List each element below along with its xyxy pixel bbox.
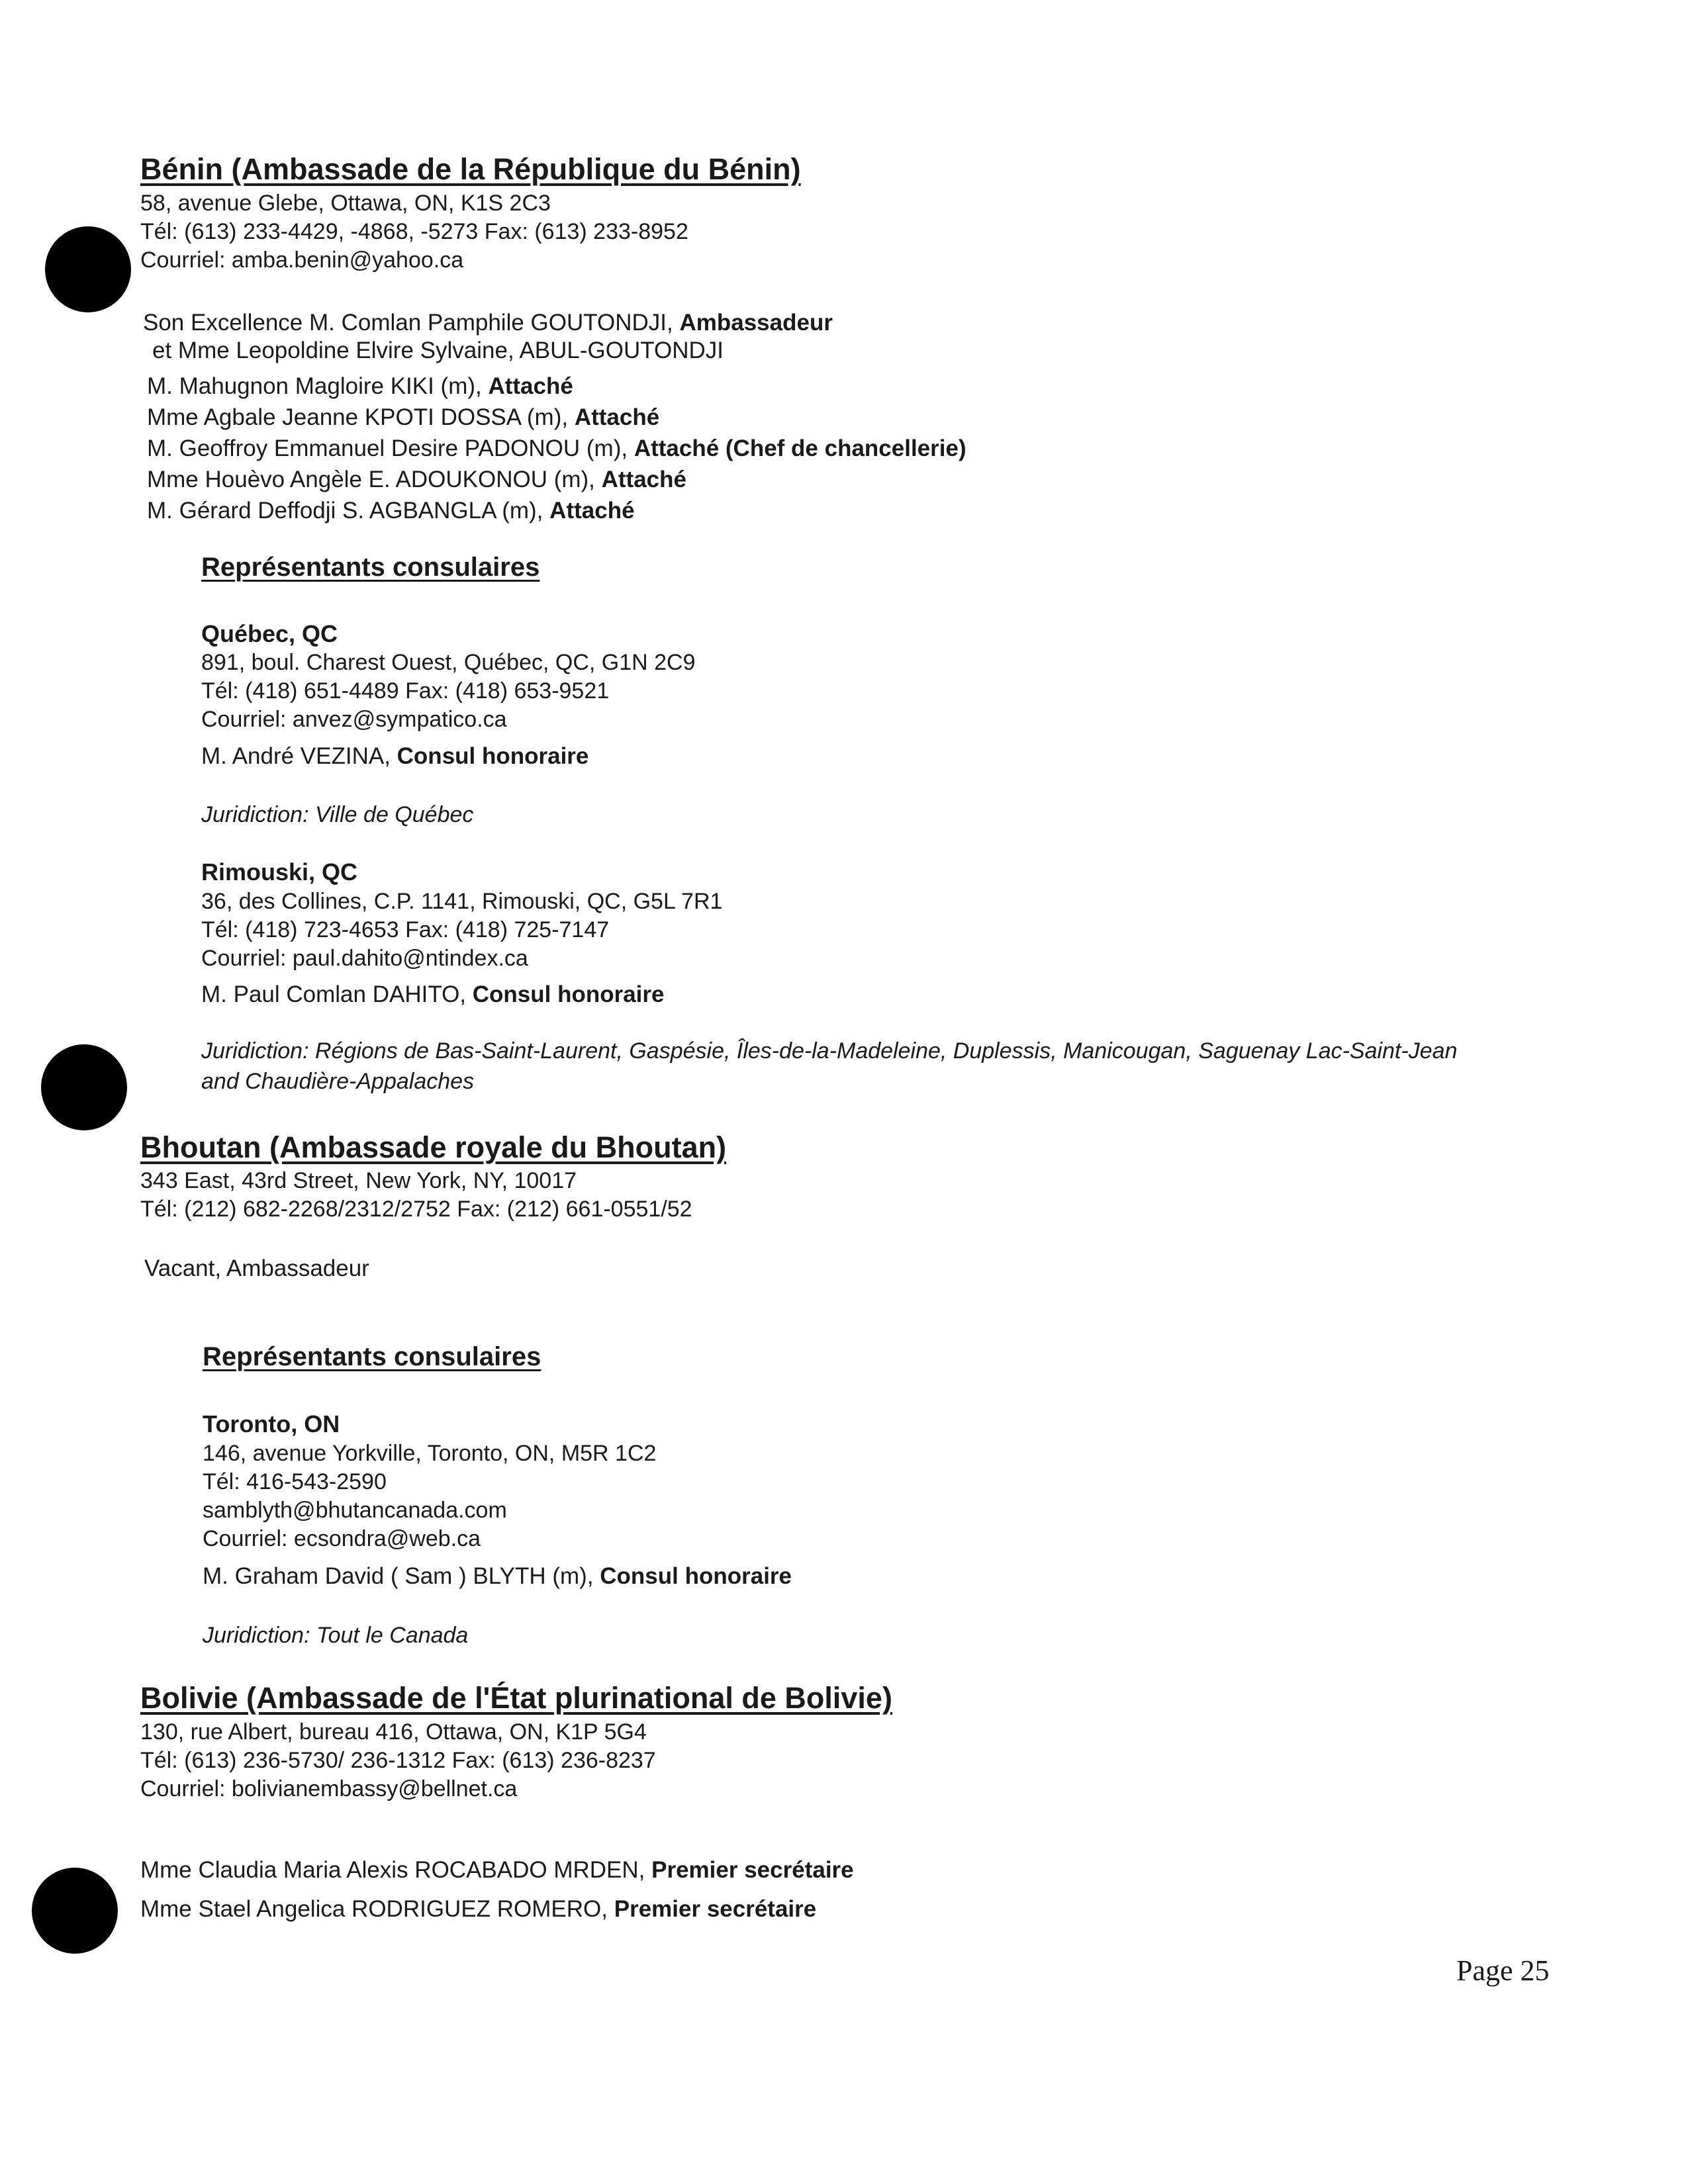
bhoutan-ambassador: Vacant, Ambassadeur <box>144 1255 369 1281</box>
bhoutan-consular-heading: Représentants consulaires <box>203 1342 541 1371</box>
rimouski-address <box>201 887 722 973</box>
quebec-email-line: Courriel: anvez@sympatico.ca <box>201 707 507 732</box>
punch-hole-middle <box>41 1044 127 1130</box>
bhoutan-address <box>140 1167 692 1224</box>
bolivie-address-line: 130, rue Albert, bureau 416, Ottawa, ON, K1P 5G4 <box>140 1719 647 1745</box>
quebec-address <box>201 649 696 734</box>
benin-address-line: 58, avenue Glebe, Ottawa, ON, K1S 2C3 <box>140 191 551 216</box>
bolivie-email-line: Courriel: bolivianembassy@bellnet.ca <box>140 1776 518 1801</box>
quebec-consul: M. André VEZINA, Consul honoraire <box>201 743 589 769</box>
quebec-phone-line: Tél: (418) 651-4489 Fax: (418) 653-9521 <box>201 678 610 704</box>
quebec-jurisdiction: Juridiction: Ville de Québec <box>201 802 474 827</box>
bhoutan-phone-line: Tél: (212) 682-2268/2312/2752 Fax: (212) 661-0551/52 <box>140 1197 692 1222</box>
bolivie-address <box>140 1718 656 1803</box>
benin-person-attache-1: M. Mahugnon Magloire KIKI (m), Attaché <box>147 373 573 399</box>
bolivie-person-2: Mme Stael Angelica RODRIGUEZ ROMERO, Premier secrétaire <box>140 1896 817 1922</box>
toronto-jurisdiction: Juridiction: Tout le Canada <box>203 1623 469 1648</box>
benin-person-attache-3: M. Geoffroy Emmanuel Desire PADONOU (m), Attaché (Chef de chancellerie) <box>147 435 966 461</box>
rimouski-email-line: Courriel: paul.dahito@ntindex.ca <box>201 946 528 971</box>
toronto-consul: M. Graham David ( Sam ) BLYTH (m), Consul honoraire <box>203 1563 792 1589</box>
punch-hole-top <box>45 226 131 312</box>
bhoutan-address-line: 343 East, 43rd Street, New York, NY, 10017 <box>140 1168 577 1193</box>
rimouski-phone-line: Tél: (418) 723-4653 Fax: (418) 725-7147 <box>201 917 610 942</box>
bolivie-phone-line: Tél: (613) 236-5730/ 236-1312 Fax: (613) 236-8237 <box>140 1748 656 1773</box>
toronto-address-line: 146, avenue Yorkville, Toronto, ON, M5R 1C2 <box>203 1441 657 1466</box>
benin-person-attache-4: Mme Houèvo Angèle E. ADOUKONOU (m), Attaché <box>147 467 686 492</box>
benin-heading: Bénin (Ambassade de la République du Bénin) <box>140 152 801 186</box>
rimouski-consul: M. Paul Comlan DAHITO, Consul honoraire <box>201 981 665 1007</box>
page-number: Page 25 <box>1456 1954 1550 1987</box>
benin-address <box>140 189 688 275</box>
quebec-city-heading: Québec, QC <box>201 620 338 647</box>
quebec-address-line: 891, boul. Charest Ouest, Québec, QC, G1N 2C9 <box>201 650 696 675</box>
toronto-address <box>203 1439 656 1553</box>
rimouski-address-line: 36, des Collines, C.P. 1141, Rimouski, QC, G5L 7R1 <box>201 889 723 914</box>
toronto-web-line: samblyth@bhutancanada.com <box>203 1498 507 1523</box>
bhoutan-heading: Bhoutan (Ambassade royale du Bhoutan) <box>140 1130 727 1164</box>
benin-email-line: Courriel: amba.benin@yahoo.ca <box>140 248 464 273</box>
bolivie-person-1: Mme Claudia Maria Alexis ROCABADO MRDEN, Premier secrétaire <box>140 1857 854 1883</box>
toronto-city-heading: Toronto, ON <box>203 1410 340 1437</box>
toronto-phone-line: Tél: 416-543-2590 <box>203 1469 387 1494</box>
benin-person-ambassador: Son Excellence M. Comlan Pamphile GOUTONDJI, Ambassadeur <box>143 310 833 336</box>
benin-person-attache-2: Mme Agbale Jeanne KPOTI DOSSA (m), Attaché <box>147 404 660 430</box>
benin-person-attache-5: M. Gérard Deffodji S. AGBANGLA (m), Attaché <box>147 498 635 523</box>
benin-person-spouse: et Mme Leopoldine Elvire Sylvaine, ABUL-GOUTONDJI <box>152 338 724 363</box>
punch-hole-bottom <box>32 1868 118 1954</box>
rimouski-jurisdiction: Juridiction: Régions de Bas-Saint-Laurent, Gaspésie, Îles-de-la-Madeleine, Duplessis, Manicougan, Saguenay Lac-Saint-Jean and Chaudière-Appalaches <box>201 1038 1458 1094</box>
toronto-email-line: Courriel: ecsondra@web.ca <box>203 1526 481 1551</box>
rimouski-city-heading: Rimouski, QC <box>201 858 358 886</box>
benin-phone-line: Tél: (613) 233-4429, -4868, -5273 Fax: (613) 233-8952 <box>140 219 688 244</box>
bolivie-heading: Bolivie (Ambassade de l'État plurinational de Bolivie) <box>140 1681 892 1715</box>
benin-consular-heading: Représentants consulaires <box>201 553 540 582</box>
